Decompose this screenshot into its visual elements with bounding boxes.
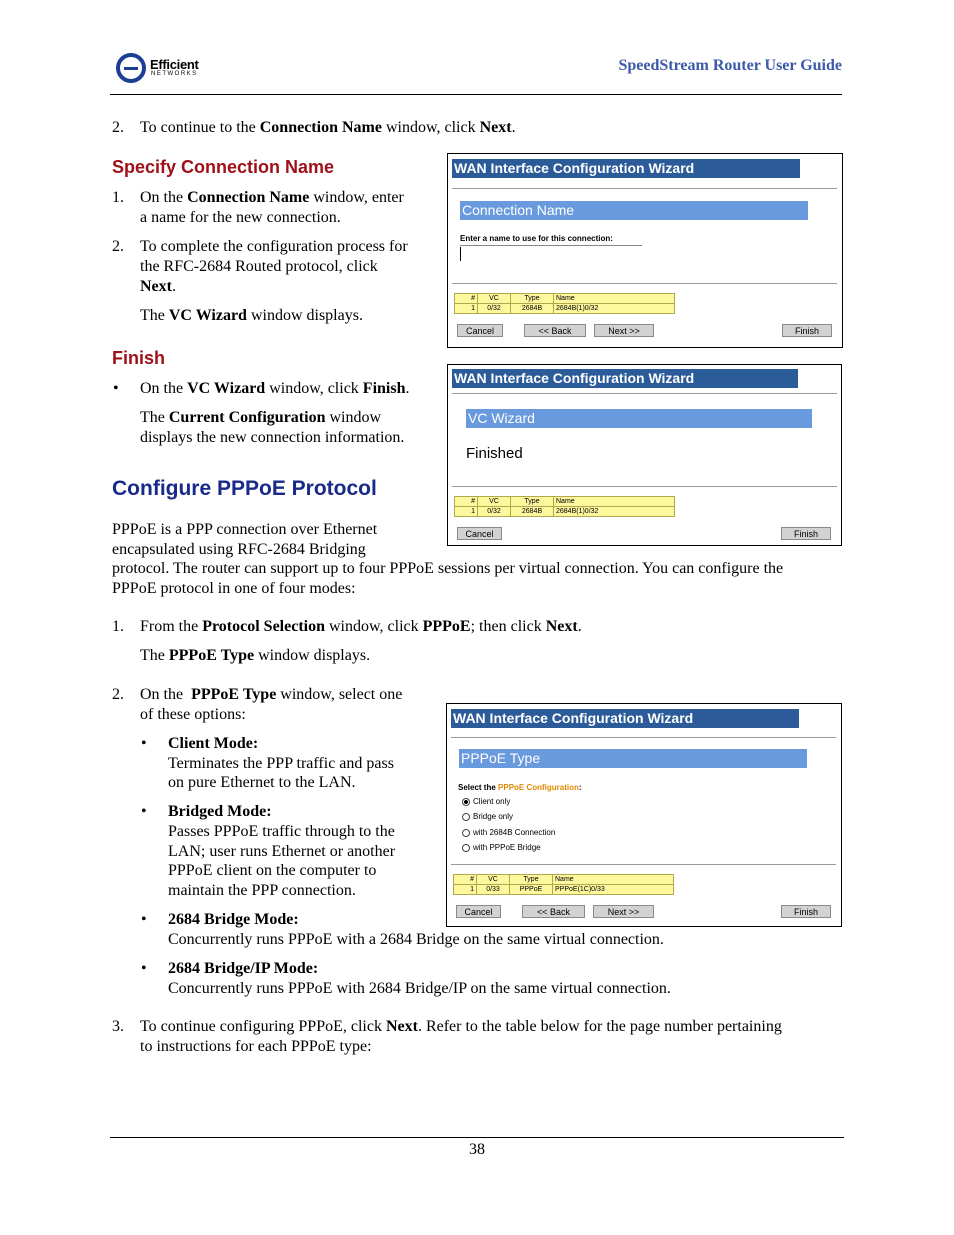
pppoe-step2-line1: On the PPPoE Type window, select one xyxy=(140,686,403,703)
wizard-section-header: VC Wizard xyxy=(466,409,812,428)
wizard-separator xyxy=(452,188,837,189)
wizard-section-header: PPPoE Type xyxy=(459,749,807,768)
wizard-pppoe-type-screenshot xyxy=(446,703,842,927)
pppoe-intro-line1: PPPoE is a PPP connection over Ethernet xyxy=(112,521,378,538)
option-2684-bridge-line1: Concurrently runs PPPoE with a 2684 Bridge on the same virtual connection. xyxy=(168,931,664,948)
specify-step2-line3: Next. xyxy=(140,278,176,295)
vc-table: # VC Type Name 1 0/33 PPPoE PPPoE(1C)0/33 xyxy=(453,874,674,895)
vc-table: # VC Type Name 1 0/32 2684B 2684B(1)0/32 xyxy=(454,496,675,517)
specify-note: The VC Wizard window displays. xyxy=(140,307,363,324)
option-2684-bridge-ip-line1: Concurrently runs PPPoE with 2684 Bridge/IP on the same virtual connection. xyxy=(168,980,671,997)
bullet-icon: • xyxy=(141,803,147,820)
option-bridged-mode-line2: LAN; user runs Ethernet or another xyxy=(168,843,396,860)
wizard-separator xyxy=(451,864,836,865)
pppoe-intro-line2: encapsulated using RFC-2684 Bridging xyxy=(112,541,366,558)
finish-bullet-text: On the VC Wizard window, click Finish. xyxy=(140,380,410,397)
specify-step2-line2: the RFC-2684 Routed protocol, click xyxy=(140,258,378,275)
heading-specify-connection-name: Specify Connection Name xyxy=(112,157,335,177)
step-number: 2. xyxy=(112,119,124,136)
efficient-logo-icon xyxy=(116,53,146,83)
cancel-button[interactable]: Cancel xyxy=(457,527,502,540)
radio-with-2684b-connection[interactable]: with 2684B Connection xyxy=(462,828,555,838)
option-bridged-mode-title: Bridged Mode: xyxy=(168,803,272,820)
wizard-title: WAN Interface Configuration Wizard xyxy=(452,159,800,178)
wizard-separator xyxy=(452,393,837,394)
pppoe-config-prompt: Select the PPPoE Configuration: xyxy=(458,783,582,792)
pppoe-step1-text: From the Protocol Selection window, click PPPoE; then click Next. xyxy=(140,618,582,635)
wizard-title: WAN Interface Configuration Wizard xyxy=(451,709,799,728)
connection-name-prompt: Enter a name to use for this connection: xyxy=(460,234,613,243)
bullet-icon: • xyxy=(141,735,147,752)
bullet-icon: • xyxy=(141,911,147,928)
finished-message: Finished xyxy=(466,445,523,462)
next-button[interactable]: Next >> xyxy=(593,905,654,918)
option-client-mode-title: Client Mode: xyxy=(168,735,259,752)
bullet-icon: • xyxy=(141,960,147,977)
step-number: 2. xyxy=(112,686,124,703)
finish-note-line1: The Current Configuration window xyxy=(140,409,382,426)
specify-step1-line1: On the Connection Name window, enter xyxy=(140,189,404,206)
wizard-separator xyxy=(452,486,837,487)
wizard-section-header: Connection Name xyxy=(460,201,808,220)
footer-rule xyxy=(110,1137,844,1138)
cancel-button[interactable]: Cancel xyxy=(457,324,503,337)
logo-subtitle: NETWORKS xyxy=(151,71,198,77)
pppoe-intro-line3: protocol. The router can support up to four PPPoE sessions per virtual connection. You can configure the xyxy=(112,560,784,577)
finish-note-line2: displays the new connection information. xyxy=(140,429,405,446)
step-number: 2. xyxy=(112,238,124,255)
radio-client-only[interactable]: Client only xyxy=(462,797,510,807)
heading-configure-pppoe: Configure PPPoE Protocol xyxy=(112,477,377,500)
pppoe-step3-line1: To continue configuring PPPoE, click Next. Refer to the table below for the page number pertaining xyxy=(140,1018,782,1035)
vc-table: # VC Type Name 1 0/32 2684B 2684B(1)0/32 xyxy=(454,293,675,314)
back-button[interactable]: << Back xyxy=(522,905,585,918)
radio-bridge-only[interactable]: Bridge only xyxy=(462,812,513,822)
radio-with-pppoe-bridge[interactable]: with PPPoE Bridge xyxy=(462,843,541,853)
step-number: 1. xyxy=(112,189,124,206)
finish-button[interactable]: Finish xyxy=(781,905,831,918)
wizard-separator xyxy=(451,737,836,738)
pppoe-intro-line4: PPPoE protocol in one of four modes: xyxy=(112,580,356,597)
step-number: 1. xyxy=(112,618,124,635)
pppoe-step2-line2: of these options: xyxy=(140,706,246,723)
wizard-title: WAN Interface Configuration Wizard xyxy=(452,369,798,388)
specify-step1-line2: a name for the new connection. xyxy=(140,209,341,226)
connection-name-input[interactable] xyxy=(460,247,461,261)
option-bridged-mode-line1: Passes PPPoE traffic through to the xyxy=(168,823,395,840)
pppoe-step1-note: The PPPoE Type window displays. xyxy=(140,647,371,664)
option-2684-bridge-title: 2684 Bridge Mode: xyxy=(168,911,299,928)
logo-name: Efficient xyxy=(150,57,199,72)
finish-button[interactable]: Finish xyxy=(781,527,831,540)
header-rule xyxy=(110,94,842,95)
wizard-connection-name-screenshot xyxy=(447,153,843,348)
option-client-mode-line2: on pure Ethernet to the LAN. xyxy=(168,774,356,791)
option-client-mode-line1: Terminates the PPP traffic and pass xyxy=(168,755,394,772)
option-2684-bridge-ip-title: 2684 Bridge/IP Mode: xyxy=(168,960,319,977)
step-intro-text: To continue to the Connection Name window, click Next. xyxy=(140,119,516,136)
back-button[interactable]: << Back xyxy=(524,324,586,337)
specify-step2-line1: To complete the configuration process for xyxy=(140,238,408,255)
wizard-separator xyxy=(452,283,837,284)
header-title: SpeedStream Router User Guide xyxy=(618,57,842,74)
heading-finish: Finish xyxy=(112,348,165,368)
option-bridged-mode-line4: maintain the PPP connection. xyxy=(168,882,356,899)
bullet-icon: • xyxy=(113,380,119,397)
next-button[interactable]: Next >> xyxy=(594,324,654,337)
finish-button[interactable]: Finish xyxy=(782,324,832,337)
page-number: 38 xyxy=(469,1141,485,1158)
option-bridged-mode-line3: PPPoE client on the computer to xyxy=(168,862,377,879)
step-number: 3. xyxy=(112,1018,124,1035)
cancel-button[interactable]: Cancel xyxy=(456,905,501,918)
wizard-vc-finished-screenshot xyxy=(447,364,842,546)
pppoe-step3-line2: to instructions for each PPPoE type: xyxy=(140,1038,372,1055)
